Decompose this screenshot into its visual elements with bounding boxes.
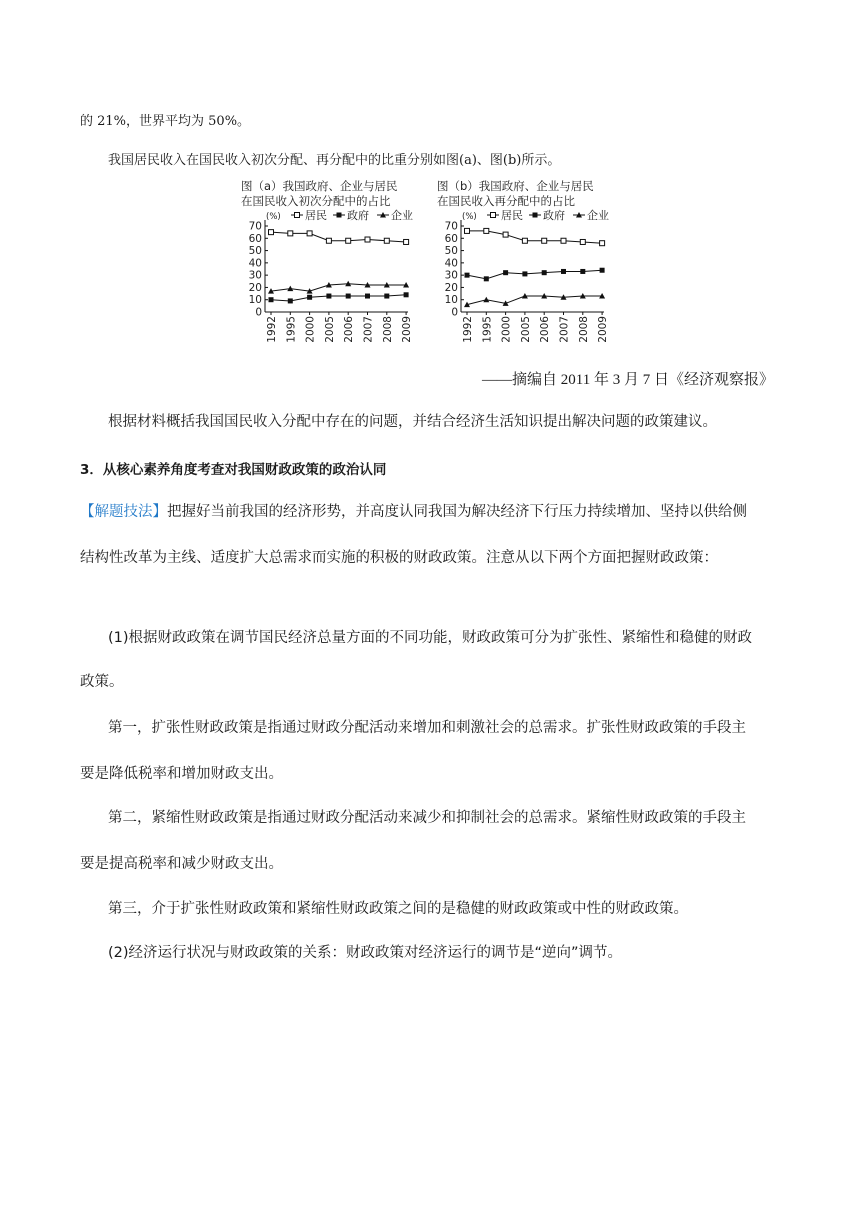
chart-a-point — [307, 231, 312, 236]
para1-line1: (1)根据财政政策在调节国民经济总量方面的不同功能，财政政策可分为扩张性、紧缩性和稳健的财政 — [108, 630, 753, 646]
chart-a-point — [365, 237, 370, 242]
chart-b-point — [580, 269, 585, 274]
para2-line1: 第一，扩张性财政政策是指通过财政分配活动来增加和刺激社会的总需求。扩张性财政政策的手段主 — [108, 720, 746, 736]
chart-a-point — [384, 294, 389, 299]
chart-b-xtick-label: 2007 — [558, 316, 571, 343]
chart-b-point — [484, 228, 489, 233]
chart-a-xtick-label: 2006 — [343, 316, 356, 343]
chart-b-xtick-label: 2009 — [597, 316, 610, 343]
tip-label: 【解题技法】 — [80, 504, 167, 520]
section-heading: 3．从核心素养角度考查对我国财政政策的政治认同 — [80, 462, 387, 478]
chart-a-ytick-label: 0 — [255, 306, 262, 319]
chart-b-xtick-label: 1995 — [481, 316, 494, 343]
chart-a-point — [307, 295, 312, 300]
para1-line2: 政策。 — [80, 674, 124, 690]
chart-a-point — [346, 294, 351, 299]
chart-b-xtick-label: 2005 — [519, 316, 532, 343]
chart-a-xtick-label: 1995 — [285, 316, 298, 343]
tip-line-1 — [80, 500, 747, 521]
para2-line2: 要是降低税率和增加财政支出。 — [80, 766, 283, 782]
chart-b-point — [561, 238, 566, 243]
chart-b-ytick-label: 20 — [444, 281, 458, 294]
chart-b-ytick-label: 40 — [444, 257, 458, 270]
chart-a-point — [346, 238, 351, 243]
chart-b-ytick-label: 30 — [444, 269, 458, 282]
chart-a-ylabel: (%) — [266, 212, 281, 222]
chart-a-point — [326, 294, 331, 299]
chart-a-legend-marker — [337, 213, 342, 218]
figure-intro: 我国居民收入在国民收入初次分配、再分配中的比重分别如图(a)、图(b)所示。 — [108, 153, 561, 168]
chart-b-ytick-label: 50 — [444, 245, 458, 258]
chart-b-point — [503, 270, 508, 275]
chart-a-ytick-label: 20 — [248, 281, 262, 294]
chart-b-point — [465, 228, 470, 233]
chart-a-point — [269, 297, 274, 302]
chart-b-legend-marker — [491, 213, 496, 218]
chart-a-point — [404, 239, 409, 244]
chart-b-title-line-2: 在国民收入再分配中的占比 — [437, 194, 575, 208]
chart-b-xtick-label: 2008 — [577, 316, 590, 343]
chart-a-legend-label: 政府 — [347, 209, 369, 222]
para3-line2: 要是提高税率和减少财政支出。 — [80, 856, 283, 872]
chart-a-xtick-label: 2000 — [304, 316, 317, 343]
chart-b-xtick-label: 2000 — [500, 316, 513, 343]
chart-a-legend-label: 企业 — [391, 209, 413, 222]
question-text: 根据材料概括我国国民收入分配中存在的问题，并结合经济生活知识提出解决问题的政策建议。 — [108, 414, 717, 430]
para4: 第三，介于扩张性财政政策和紧缩性财政政策之间的是稳健的财政政策或中性的财政政策。 — [108, 901, 688, 917]
chart-b-ylabel: (%) — [462, 212, 477, 222]
chart-b-point — [503, 232, 508, 237]
chart-a-point — [287, 286, 293, 292]
chart-a-point — [404, 292, 409, 297]
chart-b-point — [465, 273, 470, 278]
source-citation: ——摘编自 2011 年 3 月 7 日《经济观察报》 — [482, 372, 774, 388]
chart-a-point — [269, 230, 274, 235]
chart-a-legend-marker — [295, 213, 300, 218]
chart-a-ytick-label: 30 — [248, 269, 262, 282]
chart-b-point — [542, 270, 547, 275]
intro-line: 的 21%，世界平均为 50%。 — [80, 114, 251, 129]
chart-a-ytick-label: 40 — [248, 257, 262, 270]
chart-a-xtick-label: 2005 — [323, 316, 336, 343]
chart-b-ytick-label: 10 — [444, 294, 458, 307]
chart-b — [434, 178, 634, 348]
chart-a-xtick-label: 2007 — [362, 316, 375, 343]
chart-a-ytick-label: 60 — [248, 232, 262, 245]
chart-b-point — [522, 271, 527, 276]
para3-line1: 第二，紧缩性财政政策是指通过财政分配活动来减少和抑制社会的总需求。紧缩性财政政策的手段主 — [108, 810, 746, 826]
chart-a-svg — [238, 178, 438, 348]
chart-b-legend-label: 政府 — [543, 209, 565, 222]
chart-b-point — [522, 238, 527, 243]
chart-a-ytick-label: 50 — [248, 245, 262, 258]
chart-b-ytick-label: 60 — [444, 232, 458, 245]
chart-a-point — [326, 238, 331, 243]
chart-a — [238, 178, 438, 348]
chart-a-point — [288, 231, 293, 236]
para5: (2)经济运行状况与财政政策的关系：财政政策对经济运行的调节是“逆向”调节。 — [108, 945, 623, 961]
chart-b-svg — [434, 178, 634, 348]
chart-b-ytick-label: 0 — [451, 306, 458, 319]
chart-a-title-line-2: 在国民收入初次分配中的占比 — [241, 194, 391, 208]
chart-a-point — [288, 298, 293, 303]
tip-text-1: 把握好当前我国的经济形势，并高度认同我国为解决经济下行压力持续增加、坚持以供给侧 — [167, 504, 747, 520]
chart-a-point — [384, 238, 389, 243]
chart-b-point — [600, 241, 605, 246]
chart-b-point — [484, 276, 489, 281]
chart-b-point — [483, 297, 489, 303]
chart-b-point — [600, 268, 605, 273]
chart-a-ytick-label: 70 — [248, 220, 262, 233]
tip-text-2: 结构性改革为主线、适度扩大总需求而实施的积极的财政政策。注意从以下两个方面把握财政政策： — [80, 550, 718, 566]
chart-b-point — [580, 239, 585, 244]
chart-b-legend-label: 居民 — [501, 209, 523, 222]
chart-b-title-line-1: 图（b）我国政府、企业与居民 — [437, 179, 594, 193]
chart-a-point — [365, 294, 370, 299]
chart-b-legend-marker — [533, 213, 538, 218]
chart-b-point — [561, 269, 566, 274]
chart-a-xtick-label: 1992 — [266, 316, 278, 343]
chart-b-legend-label: 企业 — [587, 209, 609, 222]
chart-b-xtick-label: 2006 — [539, 316, 552, 343]
chart-a-ytick-label: 10 — [248, 294, 262, 307]
chart-b-xtick-label: 1992 — [462, 316, 474, 343]
chart-a-xtick-label: 2009 — [401, 316, 414, 343]
chart-b-ytick-label: 70 — [444, 220, 458, 233]
chart-b-point — [542, 238, 547, 243]
chart-a-legend-label: 居民 — [305, 209, 327, 222]
chart-a-title-line-1: 图（a）我国政府、企业与居民 — [241, 179, 398, 193]
chart-a-xtick-label: 2008 — [381, 316, 394, 343]
